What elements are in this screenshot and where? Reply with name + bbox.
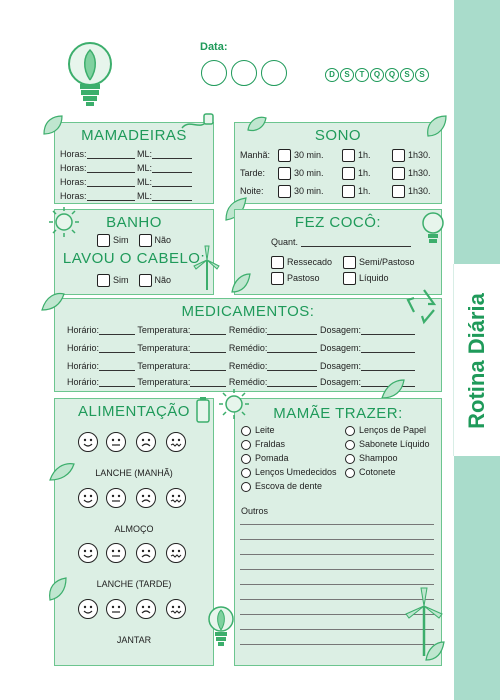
- lencos-papel-radio[interactable]: [345, 426, 355, 436]
- outros-line[interactable]: [240, 554, 434, 555]
- sono-manha-1h-checkbox[interactable]: [342, 149, 355, 162]
- mood-face[interactable]: [166, 488, 186, 508]
- ml-field[interactable]: [152, 177, 192, 187]
- leaf-icon: [48, 460, 76, 482]
- banho-nao-checkbox[interactable]: [139, 234, 152, 247]
- meal-label: LANCHE (TARDE): [96, 579, 172, 589]
- weekday-q2[interactable]: Q: [385, 68, 399, 82]
- lightbulb-icon: [64, 38, 116, 110]
- mood-face[interactable]: [106, 488, 126, 508]
- sono-noite-1h30-checkbox[interactable]: [392, 185, 405, 198]
- weekday-s2[interactable]: S: [400, 68, 414, 82]
- leaf-icon: [424, 640, 446, 662]
- mood-face[interactable]: [106, 599, 126, 619]
- date-day-circle[interactable]: [201, 60, 227, 86]
- meal-label: ALMOÇO: [114, 524, 154, 534]
- wind-turbine-icon: [192, 244, 222, 292]
- side-title: Rotina Diária: [464, 293, 490, 429]
- outros-line[interactable]: [240, 524, 434, 525]
- medicamentos-panel: MEDICAMENTOS: Horário: Temperatura: Remédio: Dosagem: Horário: Temperatura: Remédio: Dosagem: Horário: Temperatura: Remédio: Dosagem: Horário: Temperatura: Remédio: Dosagem:: [54, 298, 442, 392]
- horas-field[interactable]: [87, 163, 135, 173]
- sono-noite-30min-checkbox[interactable]: [278, 185, 291, 198]
- recycle-icon: [404, 286, 444, 326]
- mood-face[interactable]: [78, 432, 98, 452]
- mood-face[interactable]: [78, 488, 98, 508]
- plug-icon: [180, 108, 216, 134]
- sono-manha-30min-checkbox[interactable]: [278, 149, 291, 162]
- mood-face[interactable]: [106, 432, 126, 452]
- side-tab-bottom: [454, 456, 500, 700]
- sono-panel: SONO Manhã: 30 min. 1h. 1h30. Tarde: 30 min. 1h. 1h30. Noite: 30 min. 1h. 1h30.: [234, 122, 442, 204]
- outros-line[interactable]: [240, 584, 434, 585]
- cabelo-sim-checkbox[interactable]: [97, 274, 110, 287]
- weekday-d[interactable]: D: [325, 68, 339, 82]
- horas-field[interactable]: [87, 177, 135, 187]
- weekday-q1[interactable]: Q: [370, 68, 384, 82]
- leaf-icon: [40, 290, 66, 312]
- outros-label: Outros: [241, 506, 269, 516]
- leaf-icon: [230, 272, 252, 294]
- ml-field[interactable]: [152, 149, 192, 159]
- sono-manha-1h30-checkbox[interactable]: [392, 149, 405, 162]
- lightbulb-small-icon: [420, 210, 446, 250]
- date-label: Data:: [200, 41, 228, 53]
- leite-radio[interactable]: [241, 426, 251, 436]
- lavou-cabelo-title: LAVOU O CABELO:: [62, 250, 206, 267]
- mood-face[interactable]: [78, 599, 98, 619]
- liquido-checkbox[interactable]: [343, 272, 356, 285]
- sun-icon: [218, 388, 250, 420]
- mamadeiras-title: MAMADEIRAS: [81, 127, 187, 144]
- banho-sim-checkbox[interactable]: [97, 234, 110, 247]
- sono-tarde-1h30-checkbox[interactable]: [392, 167, 405, 180]
- cotonete-radio[interactable]: [345, 468, 355, 478]
- mamae-trazer-panel: MAMÃE TRAZER: Leite Fraldas Pomada Lenços Umedecidos Escova de dente Lenços de Papel Sabonete Líquido Shampoo Cotonete Outros: [234, 398, 442, 666]
- date-month-circle[interactable]: [231, 60, 257, 86]
- leaf-icon: [246, 114, 268, 132]
- ml-field[interactable]: [152, 191, 192, 201]
- lencos-umedecidos-radio[interactable]: [241, 468, 251, 478]
- mood-face[interactable]: [136, 543, 156, 563]
- meal-label: JANTAR: [116, 635, 152, 645]
- semi-pastoso-checkbox[interactable]: [343, 256, 356, 269]
- sono-tarde-1h-checkbox[interactable]: [342, 167, 355, 180]
- outros-line[interactable]: [240, 539, 434, 540]
- shampoo-radio[interactable]: [345, 454, 355, 464]
- ml-field[interactable]: [152, 163, 192, 173]
- fraldas-radio[interactable]: [241, 440, 251, 450]
- leaf-icon: [42, 114, 64, 136]
- horas-field[interactable]: [87, 149, 135, 159]
- mood-face[interactable]: [136, 599, 156, 619]
- mood-face[interactable]: [166, 432, 186, 452]
- pomada-radio[interactable]: [241, 454, 251, 464]
- side-tab-top: [454, 0, 500, 264]
- sono-noite-1h-checkbox[interactable]: [342, 185, 355, 198]
- fez-coco-panel: FEZ COCÔ: Quant. Ressecado Semi/Pastoso Pastoso Líquido: [234, 209, 442, 295]
- sabonete-radio[interactable]: [345, 440, 355, 450]
- mood-face[interactable]: [136, 432, 156, 452]
- mood-face[interactable]: [106, 543, 126, 563]
- weekday-s[interactable]: S: [340, 68, 354, 82]
- sun-icon: [48, 206, 80, 238]
- banho-panel: BANHO Sim Não LAVOU O CABELO: Sim Não: [54, 209, 214, 295]
- leaf-icon: [46, 576, 68, 602]
- weekday-s3[interactable]: S: [415, 68, 429, 82]
- sono-title: SONO: [314, 127, 362, 144]
- weekday-t[interactable]: T: [355, 68, 369, 82]
- mamae-trazer-title: MAMÃE TRAZER:: [273, 405, 403, 422]
- meal-label: LANCHE (MANHÃ): [95, 468, 173, 478]
- quant-field[interactable]: [301, 237, 411, 247]
- lightbulb-small-icon: [206, 604, 236, 656]
- banho-title: BANHO: [106, 214, 162, 231]
- leaf-icon: [424, 114, 448, 138]
- mood-face[interactable]: [136, 488, 156, 508]
- sono-tarde-30min-checkbox[interactable]: [278, 167, 291, 180]
- date-year-circle[interactable]: [261, 60, 287, 86]
- mood-face[interactable]: [166, 543, 186, 563]
- outros-line[interactable]: [240, 569, 434, 570]
- weekday-selector: [325, 64, 430, 82]
- battery-icon: [195, 396, 211, 424]
- leaf-icon: [380, 378, 406, 400]
- mamadeiras-panel: MAMADEIRAS Horas: ML: Horas: ML: Horas: ML: Horas: ML:: [54, 122, 214, 204]
- ressecado-checkbox[interactable]: [271, 256, 284, 269]
- mood-face[interactable]: [78, 543, 98, 563]
- alimentacao-title: ALIMENTAÇÃO: [78, 403, 190, 420]
- pastoso-checkbox[interactable]: [271, 272, 284, 285]
- horas-field[interactable]: [87, 191, 135, 201]
- medicamentos-title: MEDICAMENTOS:: [181, 303, 315, 320]
- cabelo-nao-checkbox[interactable]: [139, 274, 152, 287]
- mood-face[interactable]: [166, 599, 186, 619]
- escova-radio[interactable]: [241, 482, 251, 492]
- fez-coco-title: FEZ COCÔ:: [294, 214, 382, 231]
